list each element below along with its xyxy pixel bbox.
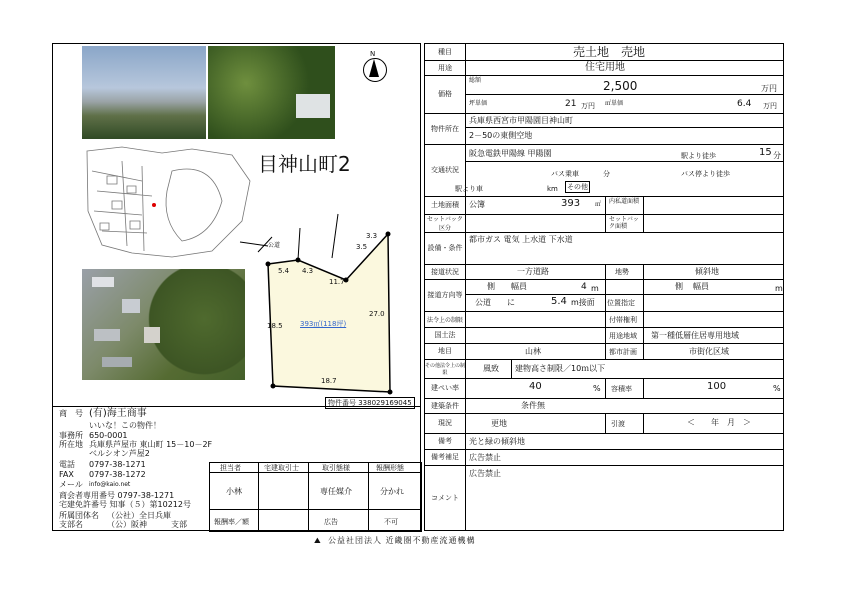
chimoku-label: 地目 bbox=[425, 343, 466, 359]
map-title: 目神山町2 bbox=[258, 152, 351, 176]
setback-area-label: セットバック面積 bbox=[609, 216, 639, 230]
fee-value: 分かれ bbox=[380, 487, 404, 496]
left-panel bbox=[52, 43, 421, 531]
road-width-label-2: 幅員 bbox=[693, 282, 709, 291]
sqm-value: 6.4 bbox=[737, 99, 752, 109]
remarks-label: 備考 bbox=[425, 433, 466, 449]
dimension-label: 27.0 bbox=[369, 310, 385, 318]
plan-area-label: 393㎡(118坪) bbox=[300, 320, 347, 328]
other-law-label: その他法令上の制限 bbox=[425, 359, 466, 378]
trade-header: 宅建取引士 bbox=[264, 464, 299, 472]
branch-value: （公）阪神 支部 bbox=[107, 520, 187, 529]
handover-value: ＜ 年 月 ＞ bbox=[687, 418, 751, 427]
road-width-unit: m bbox=[591, 284, 599, 293]
road-dir-label: 接道方向等 bbox=[425, 279, 466, 311]
road-contact: 5.4 bbox=[551, 296, 567, 307]
other-law-value2: 建物高さ制限／10ｍ以下 bbox=[515, 364, 606, 373]
road-width-unit-2: m bbox=[775, 284, 783, 293]
fax-value: 0797-38-1272 bbox=[89, 470, 146, 479]
remarks2-label: 備考補足 bbox=[425, 449, 466, 465]
location-line2: 2－50の東側空地 bbox=[469, 131, 533, 140]
aerial-photo bbox=[82, 269, 245, 380]
dimension-label: 18.5 bbox=[267, 322, 283, 330]
north-arrow-icon bbox=[369, 59, 379, 77]
transit-line: 阪急電鉄甲陽線 甲陽園 bbox=[469, 149, 552, 158]
public-restrict-label: 法令上の制限 bbox=[425, 311, 466, 327]
subdivision-label: 付帯権利 bbox=[609, 316, 637, 324]
use-value: 住宅用地 bbox=[585, 62, 625, 73]
sqm-unit: 万円 bbox=[763, 102, 777, 110]
mode-header: 取引態様 bbox=[322, 464, 350, 472]
assoc-value: （公社）全日兵庫 bbox=[107, 511, 171, 520]
mode-value: 専任媒介 bbox=[320, 487, 352, 496]
dimension-label: 18.7 bbox=[321, 377, 337, 385]
tsubo-value: 21 bbox=[565, 99, 577, 109]
ad-value: 不可 bbox=[384, 518, 398, 526]
staff-header: 担当者 bbox=[220, 464, 241, 472]
bcr-value: 40 bbox=[529, 381, 542, 392]
build-cond-label: 建築条件 bbox=[425, 398, 466, 413]
photo-city-view bbox=[82, 46, 206, 139]
bus-ride: バス乗車 bbox=[551, 170, 579, 178]
price-label: 価格 bbox=[425, 75, 466, 113]
ad-fee-header: 報酬率／額 bbox=[214, 518, 249, 526]
far-label: 容積率 bbox=[611, 385, 632, 393]
bcr-unit: % bbox=[593, 384, 601, 393]
reg-tel: 商会者専用番号 0797-38-1271 bbox=[59, 491, 175, 500]
handover-label: 引渡 bbox=[611, 420, 625, 428]
address-line2: ベルシオン芦屋2 bbox=[89, 449, 150, 458]
catch-copy: いいな！この物件！ bbox=[89, 421, 161, 430]
far-unit: % bbox=[773, 384, 781, 393]
price-unit: 万円 bbox=[761, 84, 777, 93]
other-law-value1: 風致 bbox=[483, 364, 499, 373]
setback-label: セットバック区分 bbox=[425, 214, 466, 232]
tel-label: 電話 bbox=[59, 460, 75, 469]
use-zone-value: 第一種低層住居専用地域 bbox=[651, 331, 739, 340]
staff-table bbox=[209, 462, 422, 532]
city-plan-value: 市街化区域 bbox=[689, 347, 729, 356]
road-contact-unit: m接面 bbox=[571, 298, 595, 307]
north-label: N bbox=[370, 50, 376, 58]
price-sub: 総額 bbox=[469, 77, 482, 84]
road-note: 公道 bbox=[268, 242, 281, 249]
company-name: (有)海王商事 bbox=[89, 408, 147, 419]
dimension-label: 5.4 bbox=[278, 267, 290, 275]
sqm-label: ㎡単価 bbox=[605, 100, 624, 107]
title-value: 売土地 売地 bbox=[573, 45, 646, 59]
company-label: 商 号 bbox=[59, 409, 83, 418]
transit-label: 交通状況 bbox=[425, 144, 466, 196]
dimension-label: 3.5 bbox=[356, 243, 368, 251]
dimension-label: 4.3 bbox=[302, 267, 314, 275]
staff-value: 小林 bbox=[226, 487, 242, 496]
photo-forest-view bbox=[208, 46, 335, 139]
ad-label: 広告 bbox=[324, 518, 338, 526]
branch-label: 支部名 bbox=[59, 520, 83, 529]
walk-value: 15 bbox=[759, 147, 772, 158]
comment-value: 広告禁止 bbox=[469, 469, 501, 478]
remarks2-value: 広告禁止 bbox=[469, 453, 501, 462]
footer-org: 公益社団法人 近畿圏不動産流通機構 bbox=[328, 536, 476, 545]
property-number: 物件番号 338029169045 bbox=[325, 397, 415, 409]
walk-unit: 分 bbox=[773, 151, 781, 160]
lot-plan bbox=[228, 194, 418, 404]
comment-label: コメント bbox=[425, 465, 466, 531]
office-label: 事務所 bbox=[59, 431, 83, 440]
address-label: 所在地 bbox=[59, 440, 83, 449]
terrain-value: 傾斜地 bbox=[695, 267, 719, 276]
remarks-value: 光と緑の傾斜地 bbox=[469, 437, 525, 446]
walk-label: 駅より徒歩 bbox=[681, 152, 716, 160]
road-ni: に bbox=[507, 298, 515, 307]
postal-code: 650-0001 bbox=[89, 431, 128, 440]
road-type: 公道 bbox=[475, 298, 491, 307]
city-plan-label: 都市計画 bbox=[609, 348, 637, 356]
road-width-label: 幅員 bbox=[511, 282, 527, 291]
equip-label: 設備・条件 bbox=[425, 232, 466, 264]
road-value: 一方道路 bbox=[517, 267, 549, 276]
dimension-label: 3.3 bbox=[366, 232, 378, 240]
road-side1: 側 bbox=[487, 282, 495, 291]
price-value: 2,500 bbox=[603, 79, 638, 93]
position-label: 位置指定 bbox=[607, 299, 635, 307]
use-zone-label: 用途地域 bbox=[609, 332, 637, 340]
from-station: 駅より車 bbox=[455, 185, 483, 193]
chimoku-value: 山林 bbox=[525, 347, 541, 356]
tsubo-unit: 万円 bbox=[581, 102, 595, 110]
bcr-label: 建ぺい率 bbox=[425, 378, 466, 398]
private-road-label: 内私道面積 bbox=[609, 198, 640, 205]
land-area-label: 土地面積 bbox=[425, 196, 466, 215]
location-line1: 兵庫県西宮市甲陽園目神山町 bbox=[469, 116, 573, 125]
mail-label: メール bbox=[59, 480, 83, 489]
other-label: その他 bbox=[567, 183, 588, 191]
location-label: 物件所在 bbox=[425, 113, 466, 144]
national-land-label: 国土法 bbox=[425, 327, 466, 343]
bus-walk: バス停より徒歩 bbox=[681, 170, 730, 178]
address-line1: 兵庫県芦屋市 東山町 15－10－2F bbox=[89, 440, 213, 449]
equip-value: 都市ガス 電気 上水道 下水道 bbox=[469, 235, 573, 244]
land-area-type: 公簿 bbox=[469, 200, 485, 209]
current-label: 現況 bbox=[425, 413, 466, 433]
terrain-label: 地勢 bbox=[615, 268, 629, 276]
license-number: 宅建免許番号 知事（５）第10212号 bbox=[59, 500, 191, 509]
build-cond-value: 条件無 bbox=[521, 401, 545, 410]
road-width1: 4 bbox=[581, 282, 587, 292]
mail-value[interactable]: info@kaio.net bbox=[89, 481, 131, 488]
road-side2: 側 bbox=[675, 282, 683, 291]
use-label: 用途 bbox=[425, 60, 466, 75]
land-area-value: 393 bbox=[561, 198, 581, 209]
land-area-unit: ㎡ bbox=[595, 201, 602, 208]
bus-min: 分 bbox=[603, 170, 610, 178]
footer-logo-icon: ⛰ bbox=[314, 536, 321, 545]
title-label: 種目 bbox=[425, 44, 466, 60]
current-value: 更地 bbox=[491, 419, 507, 428]
right-panel bbox=[424, 43, 784, 531]
tsubo-label: 坪単価 bbox=[469, 100, 488, 107]
km-unit: km bbox=[547, 185, 558, 193]
far-value: 100 bbox=[707, 381, 727, 392]
tel-value: 0797-38-1271 bbox=[89, 460, 146, 469]
dimension-label: 11.7 bbox=[329, 278, 345, 286]
road-label: 接道状況 bbox=[425, 264, 466, 279]
assoc-label: 所属団体名 bbox=[59, 511, 99, 520]
fee-header: 報酬形態 bbox=[376, 464, 404, 472]
fax-label: FAX bbox=[59, 470, 74, 479]
